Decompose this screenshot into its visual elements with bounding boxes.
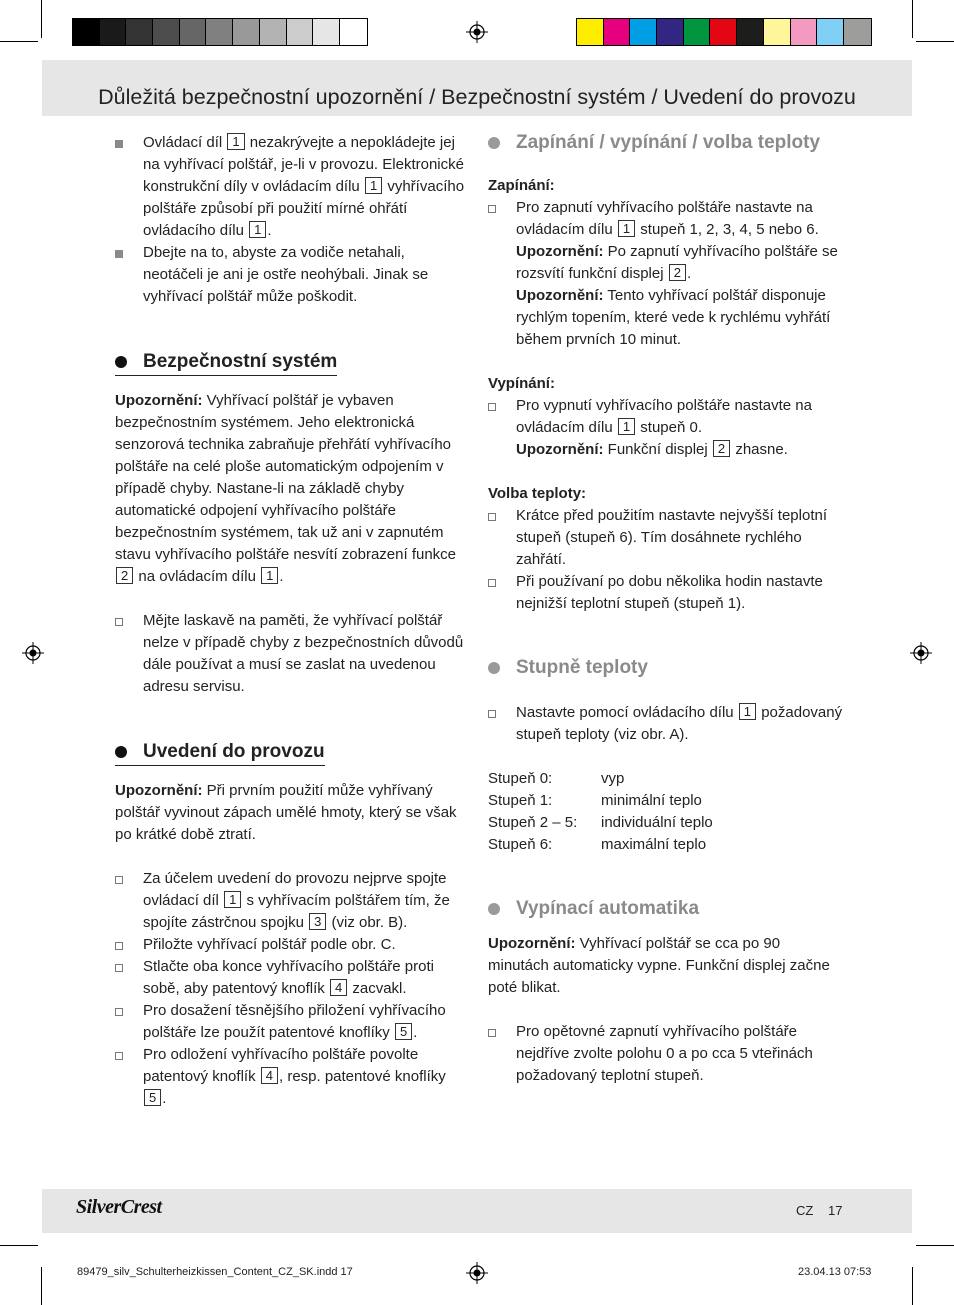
registration-mark-icon xyxy=(22,642,44,664)
list-item: Při používaní po dobu několika hodin nastavte nejnižší teplotní stupeň (stupeň 1). xyxy=(488,571,843,615)
bullet-dot-icon xyxy=(488,662,500,674)
crop-mark xyxy=(912,1267,913,1305)
checkbox-bullet-icon xyxy=(115,1052,123,1060)
checkbox-bullet-icon xyxy=(115,1008,123,1016)
list-item: Mějte laskavě na paměti, že vyhřívací polštář nelze v případě chyby z bezpečnostních důvodů dále používat a musí se zaslat na uvedenou adresu servisu. xyxy=(115,610,467,698)
language-code: CZ xyxy=(796,1203,814,1218)
section-heading-onoff: Zapínání / vypínání / volba teploty xyxy=(488,132,843,153)
color-swatch xyxy=(260,19,287,45)
bullet-dot-icon xyxy=(488,903,500,915)
part-number: 5 xyxy=(395,1023,412,1040)
color-swatch xyxy=(126,19,153,45)
checkbox-bullet-icon xyxy=(488,403,496,411)
color-swatch xyxy=(764,19,791,45)
levels-table xyxy=(488,768,843,856)
right-column xyxy=(488,132,843,1087)
checkbox-bullet-icon xyxy=(488,710,496,718)
crop-mark xyxy=(41,0,42,38)
table-cell: maximální teplo xyxy=(601,836,707,853)
color-swatch xyxy=(710,19,737,45)
registration-mark-icon xyxy=(466,21,488,43)
registration-mark-icon xyxy=(910,642,932,664)
color-swatch xyxy=(233,19,260,45)
part-number: 4 xyxy=(330,979,347,996)
subheading-temp: Volba teploty: xyxy=(488,485,587,502)
part-number: 1 xyxy=(618,220,635,237)
list-item: Nastavte pomocí ovládacího dílu 1 požadovaný stupeň teploty (viz obr. A). xyxy=(488,702,843,746)
print-slug-date: 23.04.13 07:53 xyxy=(798,1266,872,1278)
color-swatch xyxy=(630,19,657,45)
registration-mark-icon xyxy=(466,1262,488,1284)
list-item: Pro odložení vyhřívacího polštáře povolte patentový knoflík 4 , resp. patentové knoflíky 5 . xyxy=(115,1044,467,1110)
checkbox-bullet-icon xyxy=(115,876,123,884)
list-item: Pro opětovné zapnutí vyhřívacího polštáře nejdříve zvolte polohu 0 a po cca 5 vteřinách požadovaný teplotní stupeň. xyxy=(488,1021,843,1087)
part-number: 1 xyxy=(365,177,382,194)
checkbox-bullet-icon xyxy=(115,964,123,972)
part-number: 1 xyxy=(249,221,266,238)
table-cell: Stupeň 1: xyxy=(488,792,553,809)
auto-note: Upozornění: Vyhřívací polštář se cca po 90 minutách automaticky vypne. Funkční displej začne poté blikat. xyxy=(488,935,830,996)
color-swatch xyxy=(313,19,340,45)
crop-mark xyxy=(916,1245,954,1246)
checkbox-bullet-icon xyxy=(488,1029,496,1037)
page-title: Důležitá bezpečnostní upozornění / Bezpečnostní systém / Uvedení do provozu xyxy=(98,85,856,109)
list-item: Stlačte oba konce vyhřívacího polštáře proti sobě, aby patentový knoflík 4 zacvakl. xyxy=(115,956,467,1000)
crop-mark xyxy=(41,1267,42,1305)
list-item: Pro vypnutí vyhřívacího polštáře nastavte na ovládacím dílu 1 stupeň 0. Upozornění: Funkční displej 2 zhasne. xyxy=(488,395,843,461)
color-swatch xyxy=(604,19,631,45)
table-cell: Stupeň 2 – 5: xyxy=(488,814,578,831)
crop-mark xyxy=(912,0,913,38)
page-number: 17 xyxy=(828,1203,843,1218)
bullet-dot-icon xyxy=(488,137,500,149)
part-number: 2 xyxy=(669,264,686,281)
subheading-on: Zapínání: xyxy=(488,177,555,194)
crop-mark xyxy=(916,41,954,42)
part-number: 2 xyxy=(116,567,133,584)
color-swatch xyxy=(577,19,604,45)
process-color-bar xyxy=(576,18,872,46)
list-item: Pro zapnutí vyhřívacího polštáře nastavte na ovládacím dílu 1 stupeň 1, 2, 3, 4, 5 nebo 6. Upozornění: Po zapnutí vyhřívacího polštáře se rozsvítí funkční displej 2 . Upozornění: Tento vyhřívací polštář disponuje rychlým topením, které vede k rychlému vyhřátí během prvních 10 minut. xyxy=(488,197,843,351)
table-cell: Stupeň 6: xyxy=(488,836,553,853)
part-number: 3 xyxy=(309,913,326,930)
list-item: Pro dosažení těsnějšího přiložení vyhřívacího polštáře lze použít patentové knoflíky 5 . xyxy=(115,1000,467,1044)
section-heading-startup: Uvedení do provozu xyxy=(115,740,325,766)
left-column xyxy=(115,132,467,1110)
checkbox-bullet-icon xyxy=(488,579,496,587)
part-number: 1 xyxy=(618,418,635,435)
color-swatch xyxy=(100,19,127,45)
color-swatch xyxy=(737,19,764,45)
color-swatch xyxy=(340,19,367,45)
part-number: 1 xyxy=(224,891,241,908)
color-swatch xyxy=(791,19,818,45)
color-swatch xyxy=(287,19,314,45)
crop-mark xyxy=(0,1245,38,1246)
part-number: 2 xyxy=(713,440,730,457)
color-swatch xyxy=(73,19,100,45)
table-cell: individuální teplo xyxy=(601,814,713,831)
square-bullet-icon xyxy=(115,140,123,148)
section-heading-levels: Stupně teploty xyxy=(488,657,843,678)
color-swatch xyxy=(657,19,684,45)
security-note: Upozornění: Vyhřívací polštář je vybaven bezpečnostním systémem. Jeho elektronická senzorová technika zabraňuje přehřátí vyhřívacího polštáře na celé ploše automatickým odpojením v případě chyby. Nastane-li na základě chyby automatické odpojení vyhřívacího polštáře bezpečnostním systémem, tak už ani v zapnutém stavu vyhřívacího polštáře nesvítí zobrazení funkce 2 na ovládacím dílu 1 . xyxy=(115,392,457,585)
checkbox-bullet-icon xyxy=(115,942,123,950)
list-item: Ovládací díl 1 nezakrývejte a nepokládejte jej na vyhřívací polštář, je-li v provozu. Elektronické konstrukční díly v ovládacím dílu 1 vyhřívacího polštáře způsobí při použití mírné ohřátí ovládacího dílu 1 . xyxy=(115,132,467,242)
grey-color-bar xyxy=(72,18,368,46)
section-heading-auto: Vypínací automatika xyxy=(488,898,843,919)
subheading-off: Vypínání: xyxy=(488,375,555,392)
checkbox-bullet-icon xyxy=(488,205,496,213)
list-item: Za účelem uvedení do provozu nejprve spojte ovládací díl 1 s vyhřívacím polštářem tím, že spojíte zástrčnou spojku 3 (viz obr. B). xyxy=(115,868,467,934)
part-number: 4 xyxy=(261,1067,278,1084)
crop-mark xyxy=(0,41,38,42)
square-bullet-icon xyxy=(115,250,123,258)
color-swatch xyxy=(844,19,871,45)
startup-note: Upozornění: Při prvním použití může vyhřívaný polštář vyvinout zápach umělé hmoty, který se však po krátké době ztratí. xyxy=(115,782,457,843)
part-number: 5 xyxy=(144,1089,161,1106)
color-swatch xyxy=(180,19,207,45)
color-swatch xyxy=(817,19,844,45)
checkbox-bullet-icon xyxy=(488,513,496,521)
part-number: 1 xyxy=(261,567,278,584)
table-cell: Stupeň 0: xyxy=(488,770,553,787)
table-cell: minimální teplo xyxy=(601,792,702,809)
table-cell: vyp xyxy=(601,770,625,787)
part-number: 1 xyxy=(739,703,756,720)
brand-logo: SilverCrest xyxy=(76,1196,162,1218)
footer-band xyxy=(42,1189,912,1233)
list-item: Přiložte vyhřívací polštář podle obr. C. xyxy=(115,934,467,956)
bullet-dot-icon xyxy=(115,356,127,368)
color-swatch xyxy=(206,19,233,45)
checkbox-bullet-icon xyxy=(115,618,123,626)
section-heading-security: Bezpečnostní systém xyxy=(115,350,337,376)
bullet-dot-icon xyxy=(115,746,127,758)
part-number: 1 xyxy=(227,133,244,150)
list-item: Dbejte na to, abyste za vodiče netahali, neotáčeli je ani je ostře neohýbali. Jinak se vyhřívací polštář může poškodit. xyxy=(115,242,467,308)
color-swatch xyxy=(153,19,180,45)
list-item: Krátce před použitím nastavte nejvyšší teplotní stupeň (stupeň 6). Tím dosáhnete rychlého zahřátí. xyxy=(488,505,843,571)
print-slug-file: 89479_silv_Schulterheizkissen_Content_CZ_SK.indd 17 xyxy=(77,1266,353,1278)
color-swatch xyxy=(684,19,711,45)
